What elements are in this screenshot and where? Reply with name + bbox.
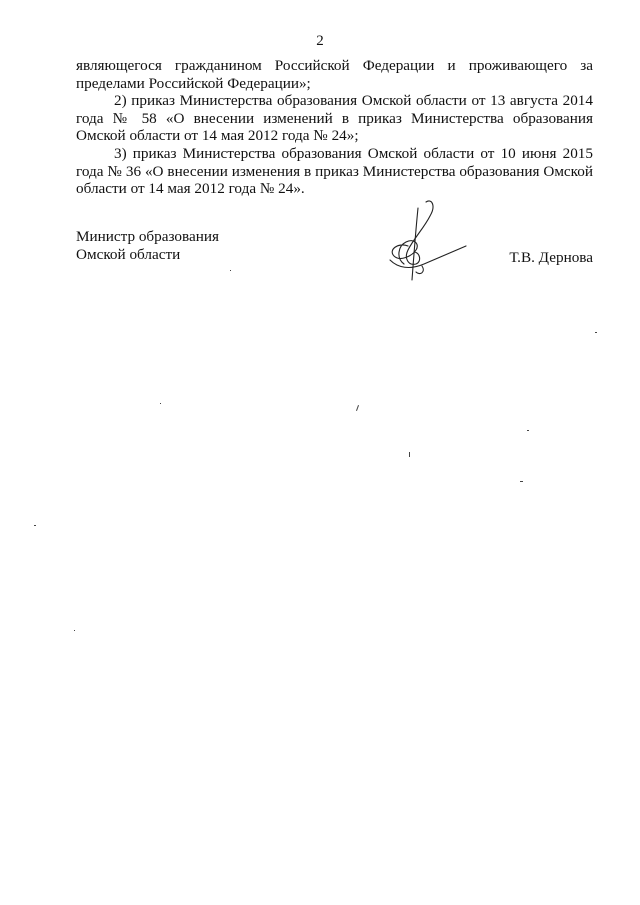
- signatory-title-line-1: Министр образования: [76, 228, 219, 245]
- scan-speck: [527, 430, 529, 431]
- scan-speck: [34, 525, 36, 526]
- signature-block: [76, 228, 593, 298]
- handwritten-signature: [378, 198, 468, 288]
- scan-speck: [230, 270, 231, 271]
- scan-speck: [409, 452, 410, 457]
- list-item-3: 3) приказ Министерства образования Омской области от 10 июня 2015 года № 36 «О внесении изменения в приказ Министерства образования Омской области от 14 мая 2012 года № 24».: [76, 144, 593, 198]
- signatory-title-line-2: Омской области: [76, 245, 181, 263]
- scan-speck: [74, 630, 75, 631]
- scan-speck: [595, 332, 597, 333]
- scan-speck: [160, 403, 161, 404]
- document-body: [76, 57, 593, 198]
- list-item-2: 2) приказ Министерства образования Омской области от 13 августа 2014 года № 58 «О внесении изменений в приказ Министерства образования Омской области от 14 мая 2012 года № 24»;: [76, 92, 593, 145]
- page-number: 2: [316, 33, 324, 49]
- paragraph-continuation: являющегося гражданином Российской Федерации и проживающего за пределами Российской Федерации»;: [76, 57, 593, 92]
- scan-speck: [520, 481, 523, 482]
- scan-speck: [356, 405, 359, 411]
- signatory-name: Т.В. Дернова: [509, 249, 593, 266]
- signatory-title: [76, 228, 219, 263]
